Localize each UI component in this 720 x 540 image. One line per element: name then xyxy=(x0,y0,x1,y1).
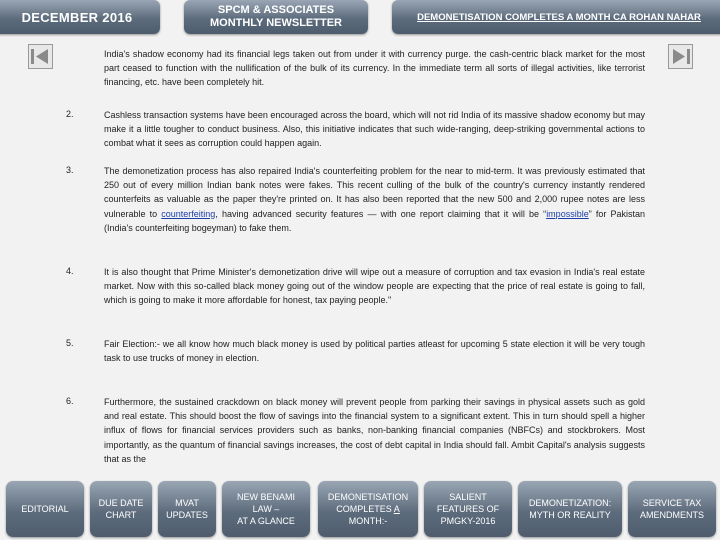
counterfeiting-link[interactable]: counterfeiting xyxy=(161,208,216,219)
issue-date xyxy=(0,0,160,34)
point-text xyxy=(104,164,645,235)
point-text: Fair Election:- we all know how much black money is used by political parties atleast for upcoming 5 state election it will be very tough task to use trucks of money in election. xyxy=(104,339,645,364)
point-text-part: ” for Pakistan (India's counterfeiting bogeyman) to fake them. xyxy=(104,208,645,233)
point-text: It is also thought that Prime Minister's demonetization drive will wipe out a measure of corruption and tax evasion in India's real estate market. Now with this so-called black money going out of the window people are expecting that the price of real estate is going to fall, which is going to make it more affordable for honest, tax paying people." xyxy=(104,267,645,306)
demonetisation-month-label-part[interactable]: MONTH:- xyxy=(348,516,388,526)
article-title[interactable] xyxy=(392,0,720,34)
article-title-label[interactable]: DEMONETISATION COMPLETES A MONTH CA ROHAN NAHAR xyxy=(417,11,701,23)
right-arrow-icon[interactable] xyxy=(668,44,693,69)
service-tax-label[interactable]: SERVICE TAX AMENDMENTS xyxy=(639,498,704,520)
demonetisation-month-label-part[interactable]: DEMONETISATION COMPLETES xyxy=(327,492,409,514)
demonetisation-month-label-a[interactable]: A xyxy=(393,504,400,514)
point-number: 6. xyxy=(66,396,74,406)
service-tax-button[interactable] xyxy=(628,481,716,537)
myth-or-reality-button[interactable] xyxy=(518,481,622,537)
point-number: 5. xyxy=(66,338,74,348)
footer-nav xyxy=(0,481,720,540)
editorial-label[interactable]: EDITORIAL xyxy=(21,504,69,514)
mvat-updates-button[interactable] xyxy=(158,481,216,537)
point-text-part: , having advanced security features — with one report claiming that it will be “ xyxy=(215,208,547,219)
issue-date-label: DECEMBER 2016 xyxy=(21,9,133,25)
left-arrow-icon[interactable] xyxy=(28,44,53,69)
due-date-chart-label[interactable]: DUE DATE CHART xyxy=(98,498,144,520)
mvat-updates-label[interactable]: MVAT UPDATES xyxy=(166,498,208,520)
newsletter-title-line2: MONTHLY NEWSLETTER xyxy=(209,17,342,29)
demonetisation-month-button[interactable] xyxy=(318,481,418,537)
pmgky-features-button[interactable] xyxy=(424,481,512,537)
top-bar xyxy=(0,0,720,36)
newsletter-title xyxy=(184,0,368,34)
point-text-part: The demonetization process has also repaired India's counterfeiting problem for the near to mid-term. It was previously estimated that 250 out of every million Indian bank notes were fakes. This recent culling of the bulk of the country's currency instantly rendered counterfeits as valuable as the paper they're printed on. It has also been reported that the new 500 and 2,000 rupee notes are less vulnerable to xyxy=(104,166,645,219)
point-text: Cashless transaction systems have been encouraged across the board, which will not rid India of its massive shadow economy but may make it a little tougher to conduct business. Also, this initiative indicates that such wide-ranging, deep-striking governmental actions to combat what it sees as corruption could happen again. xyxy=(104,110,645,149)
pmgky-features-label[interactable]: SALIENT FEATURES OF PMGKY-2016 xyxy=(436,492,500,526)
point-number: 4. xyxy=(66,266,74,276)
benami-law-button[interactable] xyxy=(222,481,310,537)
editorial-button[interactable] xyxy=(6,481,84,537)
point-number: 2. xyxy=(66,109,74,119)
point-number: 3. xyxy=(66,165,74,175)
demonetisation-month-label[interactable] xyxy=(328,491,408,527)
myth-or-reality-label[interactable]: DEMONETIZATION: MYTH OR REALITY xyxy=(528,498,612,520)
impossible-link[interactable]: impossible xyxy=(546,208,589,219)
intro-paragraph: India's shadow economy had its financial legs taken out from under it with currency purge. the cash-centric black market for the most part ceased to function with the nullification of the bulk of its currency. In the immediate term all sorts of illegal activities, like terrorist financing, etc. have been completely hit. xyxy=(104,49,645,88)
point-text: Furthermore, the sustained crackdown on black money will prevent people from parking their savings in physical assets such as gold and real estate. This should boost the flow of savings into the financial system to a significant extent. This in turn should spell a higher influx of flows for financial services providers such as banks, non-banking financial companies (NBFCs) and stockbrokers. Most importantly, as the quantum of financial savings increases, the cost of debt capital in India should fall. Ambit Capital's analysis suggests that as the xyxy=(104,397,645,464)
newsletter-title-line1: SPCM & ASSOCIATES xyxy=(217,4,335,16)
due-date-chart-button[interactable] xyxy=(90,481,152,537)
benami-law-label[interactable]: NEW BENAMI LAW – AT A GLANCE xyxy=(236,492,295,526)
